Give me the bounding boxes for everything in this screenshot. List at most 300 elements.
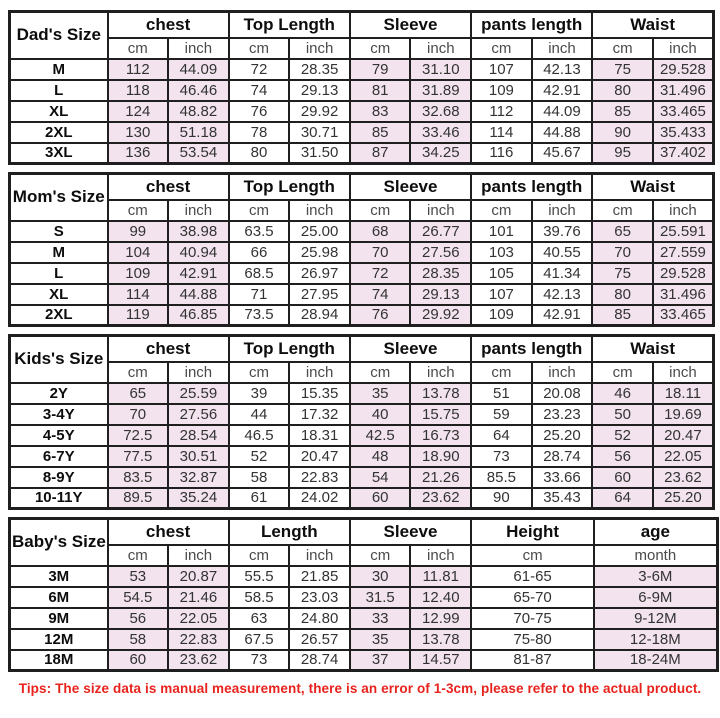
- value-cell: 33.66: [532, 467, 593, 488]
- value-cell: 124: [108, 101, 169, 122]
- value-cell: 29.13: [410, 284, 471, 305]
- value-cell: 63.5: [229, 221, 290, 242]
- size-label: 8-9Y: [10, 467, 108, 488]
- value-cell: 74: [350, 284, 411, 305]
- value-cell: 37.402: [653, 143, 714, 164]
- unit-header-top-length-inch: inch: [289, 362, 350, 383]
- value-cell: 70: [108, 404, 169, 425]
- unit-header-chest-inch: inch: [168, 38, 229, 59]
- size-label: 12M: [10, 629, 108, 650]
- table-row-18m: [10, 650, 718, 671]
- column-group-chest: chest: [108, 519, 229, 545]
- value-cell: 48: [350, 446, 411, 467]
- size-label: XL: [10, 284, 108, 305]
- column-group-age: age: [594, 519, 717, 545]
- value-cell: 130: [108, 122, 169, 143]
- value-cell: 116: [471, 143, 532, 164]
- header-row-units: [10, 362, 714, 383]
- value-cell: 51.18: [168, 122, 229, 143]
- value-cell: 83: [350, 101, 411, 122]
- value-cell: 25.20: [532, 425, 593, 446]
- value-cell: 35.433: [653, 122, 714, 143]
- unit-header-length-inch: inch: [289, 545, 350, 566]
- size-label: 4-5Y: [10, 425, 108, 446]
- unit-header-top-length-inch: inch: [289, 38, 350, 59]
- value-cell: 72: [350, 263, 411, 284]
- value-cell: 31.496: [653, 80, 714, 101]
- value-cell: 28.54: [168, 425, 229, 446]
- value-cell: 13.78: [410, 383, 471, 404]
- value-cell: 11.81: [410, 566, 471, 587]
- value-cell: 28.94: [289, 305, 350, 326]
- unit-header-pants-length-inch: inch: [532, 38, 593, 59]
- table-row-l: [10, 80, 714, 101]
- value-cell: 109: [471, 305, 532, 326]
- value-cell: 76: [350, 305, 411, 326]
- value-cell: 20.08: [532, 383, 593, 404]
- value-cell: 27.56: [168, 404, 229, 425]
- value-cell: 85.5: [471, 467, 532, 488]
- value-cell: 85: [592, 101, 653, 122]
- value-cell: 65: [108, 383, 169, 404]
- header-row-units: [10, 545, 718, 566]
- column-group-pants-length: pants length: [471, 174, 592, 200]
- value-cell: 18.90: [410, 446, 471, 467]
- table-row-10-11y: [10, 488, 714, 509]
- value-cell: 31.50: [289, 143, 350, 164]
- column-group-waist: Waist: [592, 12, 713, 38]
- value-cell: 54.5: [108, 587, 169, 608]
- column-group-chest: chest: [108, 336, 229, 362]
- section-label-kids-s-size: Kids's Size: [10, 336, 108, 383]
- value-cell: 118: [108, 80, 169, 101]
- value-cell: 21.85: [289, 566, 350, 587]
- value-cell: 33.465: [653, 305, 714, 326]
- value-cell: 40.55: [532, 242, 593, 263]
- table-row-6m: [10, 587, 718, 608]
- value-cell: 16.73: [410, 425, 471, 446]
- value-cell: 30.51: [168, 446, 229, 467]
- size-chart: [8, 10, 712, 672]
- size-label: 3-4Y: [10, 404, 108, 425]
- value-cell: 80: [592, 80, 653, 101]
- value-cell: 95: [592, 143, 653, 164]
- value-cell: 90: [471, 488, 532, 509]
- unit-header-height-cm: cm: [471, 545, 594, 566]
- column-group-sleeve: Sleeve: [350, 519, 471, 545]
- value-cell: 14.57: [410, 650, 471, 671]
- value-cell: 73: [471, 446, 532, 467]
- unit-header-sleeve-inch: inch: [410, 362, 471, 383]
- value-cell: 42.91: [532, 80, 593, 101]
- value-cell: 64: [592, 488, 653, 509]
- table-row-4-5y: [10, 425, 714, 446]
- column-group-length: Length: [229, 519, 350, 545]
- value-cell: 33: [350, 608, 411, 629]
- unit-header-waist-inch: inch: [653, 362, 714, 383]
- unit-header-chest-cm: cm: [108, 200, 169, 221]
- unit-header-waist-cm: cm: [592, 200, 653, 221]
- size-table-dad-s-size: [8, 10, 715, 165]
- value-cell: 52: [229, 446, 290, 467]
- value-cell: 90: [592, 122, 653, 143]
- table-row-m: [10, 242, 714, 263]
- header-row-groups: [10, 336, 714, 362]
- value-cell: 25.20: [653, 488, 714, 509]
- value-cell: 83.5: [108, 467, 169, 488]
- unit-header-waist-inch: inch: [653, 200, 714, 221]
- value-cell: 77.5: [108, 446, 169, 467]
- table-row-2xl: [10, 305, 714, 326]
- value-cell: 45.67: [532, 143, 593, 164]
- value-cell: 99: [108, 221, 169, 242]
- tips-note: Tips: The size data is manual measurement, there is an error of 1-3cm, please refer to the actual product.: [18, 681, 702, 696]
- value-cell: 35.24: [168, 488, 229, 509]
- value-cell: 109: [108, 263, 169, 284]
- value-cell: 87: [350, 143, 411, 164]
- value-cell: 28.74: [532, 446, 593, 467]
- value-cell: 71: [229, 284, 290, 305]
- value-cell: 30: [350, 566, 411, 587]
- value-cell: 78: [229, 122, 290, 143]
- value-cell: 29.13: [289, 80, 350, 101]
- value-cell: 64: [471, 425, 532, 446]
- header-row-units: [10, 38, 714, 59]
- size-label: M: [10, 242, 108, 263]
- value-cell: 51: [471, 383, 532, 404]
- size-table-kids-s-size: [8, 334, 715, 510]
- table-row-3xl: [10, 143, 714, 164]
- value-cell: 46.5: [229, 425, 290, 446]
- header-row-groups: [10, 174, 714, 200]
- size-label: 2XL: [10, 122, 108, 143]
- size-label: 9M: [10, 608, 108, 629]
- table-row-xl: [10, 284, 714, 305]
- size-label: 2XL: [10, 305, 108, 326]
- value-cell: 59: [471, 404, 532, 425]
- unit-header-pants-length-cm: cm: [471, 38, 532, 59]
- value-cell: 75: [592, 59, 653, 80]
- column-group-chest: chest: [108, 174, 229, 200]
- unit-header-pants-length-inch: inch: [532, 200, 593, 221]
- value-cell: 61: [229, 488, 290, 509]
- value-cell: 72.5: [108, 425, 169, 446]
- value-cell: 63: [229, 608, 290, 629]
- unit-header-sleeve-cm: cm: [350, 38, 411, 59]
- value-cell: 44.09: [168, 59, 229, 80]
- value-cell: 25.591: [653, 221, 714, 242]
- unit-header-waist-cm: cm: [592, 362, 653, 383]
- value-cell: 20.47: [289, 446, 350, 467]
- value-cell: 28.35: [410, 263, 471, 284]
- value-cell: 35.43: [532, 488, 593, 509]
- value-cell: 25.59: [168, 383, 229, 404]
- value-cell: 33.465: [653, 101, 714, 122]
- value-cell: 81: [350, 80, 411, 101]
- value-cell: 72: [229, 59, 290, 80]
- value-cell: 44.88: [168, 284, 229, 305]
- value-cell: 53.54: [168, 143, 229, 164]
- value-cell: 44.09: [532, 101, 593, 122]
- value-cell: 40.94: [168, 242, 229, 263]
- value-cell: 27.95: [289, 284, 350, 305]
- unit-header-pants-length-inch: inch: [532, 362, 593, 383]
- size-label: 18M: [10, 650, 108, 671]
- value-cell: 58.5: [229, 587, 290, 608]
- value-cell: 89.5: [108, 488, 169, 509]
- value-cell: 18.11: [653, 383, 714, 404]
- value-cell: 70: [592, 242, 653, 263]
- value-cell: 29.528: [653, 59, 714, 80]
- table-row-2xl: [10, 122, 714, 143]
- unit-header-sleeve-cm: cm: [350, 200, 411, 221]
- size-label: 6-7Y: [10, 446, 108, 467]
- value-cell: 76: [229, 101, 290, 122]
- value-cell: 23.62: [410, 488, 471, 509]
- column-group-top-length: Top Length: [229, 12, 350, 38]
- section-label-dad-s-size: Dad's Size: [10, 12, 108, 59]
- value-cell: 46.85: [168, 305, 229, 326]
- value-cell: 65: [592, 221, 653, 242]
- value-cell: 68: [350, 221, 411, 242]
- unit-header-chest-inch: inch: [168, 545, 229, 566]
- value-cell: 29.92: [289, 101, 350, 122]
- unit-header-sleeve-cm: cm: [350, 545, 411, 566]
- value-cell: 26.97: [289, 263, 350, 284]
- value-cell: 20.87: [168, 566, 229, 587]
- unit-header-top-length-cm: cm: [229, 200, 290, 221]
- value-cell: 55.5: [229, 566, 290, 587]
- table-row-12m: [10, 629, 718, 650]
- value-cell: 32.87: [168, 467, 229, 488]
- value-cell: 114: [471, 122, 532, 143]
- value-cell: 25.98: [289, 242, 350, 263]
- value-cell: 23.23: [532, 404, 593, 425]
- value-cell: 136: [108, 143, 169, 164]
- value-cell: 33.46: [410, 122, 471, 143]
- value-cell: 39: [229, 383, 290, 404]
- size-label: L: [10, 80, 108, 101]
- value-cell: 27.559: [653, 242, 714, 263]
- header-row-groups: [10, 519, 718, 545]
- unit-header-age-month: month: [594, 545, 717, 566]
- value-cell: 73.5: [229, 305, 290, 326]
- value-cell: 22.05: [653, 446, 714, 467]
- value-cell: 58: [108, 629, 169, 650]
- value-cell: 22.83: [289, 467, 350, 488]
- size-label: 2Y: [10, 383, 108, 404]
- header-row-units: [10, 200, 714, 221]
- unit-header-sleeve-inch: inch: [410, 545, 471, 566]
- value-cell: 30.71: [289, 122, 350, 143]
- value-cell: 12-18M: [594, 629, 717, 650]
- column-group-pants-length: pants length: [471, 336, 592, 362]
- unit-header-length-cm: cm: [229, 545, 290, 566]
- value-cell: 6-9M: [594, 587, 717, 608]
- value-cell: 12.40: [410, 587, 471, 608]
- table-row-6-7y: [10, 446, 714, 467]
- value-cell: 68.5: [229, 263, 290, 284]
- column-group-sleeve: Sleeve: [350, 174, 471, 200]
- value-cell: 23.62: [168, 650, 229, 671]
- value-cell: 79: [350, 59, 411, 80]
- value-cell: 42.91: [168, 263, 229, 284]
- value-cell: 21.46: [168, 587, 229, 608]
- value-cell: 29.528: [653, 263, 714, 284]
- table-row-s: [10, 221, 714, 242]
- value-cell: 9-12M: [594, 608, 717, 629]
- value-cell: 15.35: [289, 383, 350, 404]
- header-row-groups: [10, 12, 714, 38]
- value-cell: 29.92: [410, 305, 471, 326]
- value-cell: 34.25: [410, 143, 471, 164]
- value-cell: 46: [592, 383, 653, 404]
- value-cell: 112: [108, 59, 169, 80]
- value-cell: 103: [471, 242, 532, 263]
- value-cell: 74: [229, 80, 290, 101]
- value-cell: 25.00: [289, 221, 350, 242]
- value-cell: 58: [229, 467, 290, 488]
- value-cell: 56: [108, 608, 169, 629]
- value-cell: 85: [592, 305, 653, 326]
- value-cell: 107: [471, 284, 532, 305]
- value-cell: 35: [350, 383, 411, 404]
- table-row-l: [10, 263, 714, 284]
- value-cell: 81-87: [471, 650, 594, 671]
- value-cell: 22.05: [168, 608, 229, 629]
- unit-header-chest-cm: cm: [108, 545, 169, 566]
- unit-header-sleeve-cm: cm: [350, 362, 411, 383]
- value-cell: 32.68: [410, 101, 471, 122]
- unit-header-pants-length-cm: cm: [471, 200, 532, 221]
- value-cell: 18.31: [289, 425, 350, 446]
- value-cell: 85: [350, 122, 411, 143]
- size-label: M: [10, 59, 108, 80]
- value-cell: 24.80: [289, 608, 350, 629]
- size-label: L: [10, 263, 108, 284]
- value-cell: 112: [471, 101, 532, 122]
- value-cell: 23.03: [289, 587, 350, 608]
- value-cell: 44: [229, 404, 290, 425]
- table-row-xl: [10, 101, 714, 122]
- value-cell: 70-75: [471, 608, 594, 629]
- value-cell: 60: [592, 467, 653, 488]
- value-cell: 80: [592, 284, 653, 305]
- value-cell: 19.69: [653, 404, 714, 425]
- unit-header-top-length-inch: inch: [289, 200, 350, 221]
- column-group-sleeve: Sleeve: [350, 12, 471, 38]
- value-cell: 67.5: [229, 629, 290, 650]
- column-group-sleeve: Sleeve: [350, 336, 471, 362]
- value-cell: 13.78: [410, 629, 471, 650]
- value-cell: 73: [229, 650, 290, 671]
- size-label: 3XL: [10, 143, 108, 164]
- size-table-mom-s-size: [8, 172, 715, 327]
- value-cell: 101: [471, 221, 532, 242]
- value-cell: 52: [592, 425, 653, 446]
- value-cell: 24.02: [289, 488, 350, 509]
- value-cell: 27.56: [410, 242, 471, 263]
- unit-header-waist-inch: inch: [653, 38, 714, 59]
- value-cell: 35: [350, 629, 411, 650]
- value-cell: 42.13: [532, 284, 593, 305]
- column-group-top-length: Top Length: [229, 336, 350, 362]
- column-group-chest: chest: [108, 12, 229, 38]
- unit-header-waist-cm: cm: [592, 38, 653, 59]
- value-cell: 114: [108, 284, 169, 305]
- value-cell: 105: [471, 263, 532, 284]
- unit-header-chest-inch: inch: [168, 362, 229, 383]
- value-cell: 28.74: [289, 650, 350, 671]
- value-cell: 54: [350, 467, 411, 488]
- value-cell: 26.57: [289, 629, 350, 650]
- size-label: 6M: [10, 587, 108, 608]
- section-label-mom-s-size: Mom's Size: [10, 174, 108, 221]
- value-cell: 42.91: [532, 305, 593, 326]
- column-group-waist: Waist: [592, 174, 713, 200]
- value-cell: 42.5: [350, 425, 411, 446]
- value-cell: 28.35: [289, 59, 350, 80]
- table-row-8-9y: [10, 467, 714, 488]
- column-group-height: Height: [471, 519, 594, 545]
- value-cell: 65-70: [471, 587, 594, 608]
- value-cell: 53: [108, 566, 169, 587]
- table-row-3-4y: [10, 404, 714, 425]
- size-label: 10-11Y: [10, 488, 108, 509]
- column-group-waist: Waist: [592, 336, 713, 362]
- value-cell: 107: [471, 59, 532, 80]
- value-cell: 44.88: [532, 122, 593, 143]
- value-cell: 17.32: [289, 404, 350, 425]
- value-cell: 104: [108, 242, 169, 263]
- value-cell: 50: [592, 404, 653, 425]
- value-cell: 31.5: [350, 587, 411, 608]
- value-cell: 37: [350, 650, 411, 671]
- value-cell: 23.62: [653, 467, 714, 488]
- unit-header-chest-cm: cm: [108, 38, 169, 59]
- value-cell: 80: [229, 143, 290, 164]
- table-row-9m: [10, 608, 718, 629]
- unit-header-chest-cm: cm: [108, 362, 169, 383]
- size-label: XL: [10, 101, 108, 122]
- value-cell: 31.496: [653, 284, 714, 305]
- value-cell: 70: [350, 242, 411, 263]
- value-cell: 18-24M: [594, 650, 717, 671]
- value-cell: 60: [108, 650, 169, 671]
- unit-header-sleeve-inch: inch: [410, 38, 471, 59]
- unit-header-pants-length-cm: cm: [471, 362, 532, 383]
- unit-header-top-length-cm: cm: [229, 362, 290, 383]
- value-cell: 66: [229, 242, 290, 263]
- value-cell: 41.34: [532, 263, 593, 284]
- size-label: 3M: [10, 566, 108, 587]
- value-cell: 22.83: [168, 629, 229, 650]
- section-label-baby-s-size: Baby's Size: [10, 519, 108, 566]
- value-cell: 61-65: [471, 566, 594, 587]
- unit-header-sleeve-inch: inch: [410, 200, 471, 221]
- column-group-pants-length: pants length: [471, 12, 592, 38]
- value-cell: 31.89: [410, 80, 471, 101]
- table-row-m: [10, 59, 714, 80]
- table-row-2y: [10, 383, 714, 404]
- column-group-top-length: Top Length: [229, 174, 350, 200]
- value-cell: 75: [592, 263, 653, 284]
- value-cell: 48.82: [168, 101, 229, 122]
- size-label: S: [10, 221, 108, 242]
- value-cell: 3-6M: [594, 566, 717, 587]
- value-cell: 119: [108, 305, 169, 326]
- value-cell: 38.98: [168, 221, 229, 242]
